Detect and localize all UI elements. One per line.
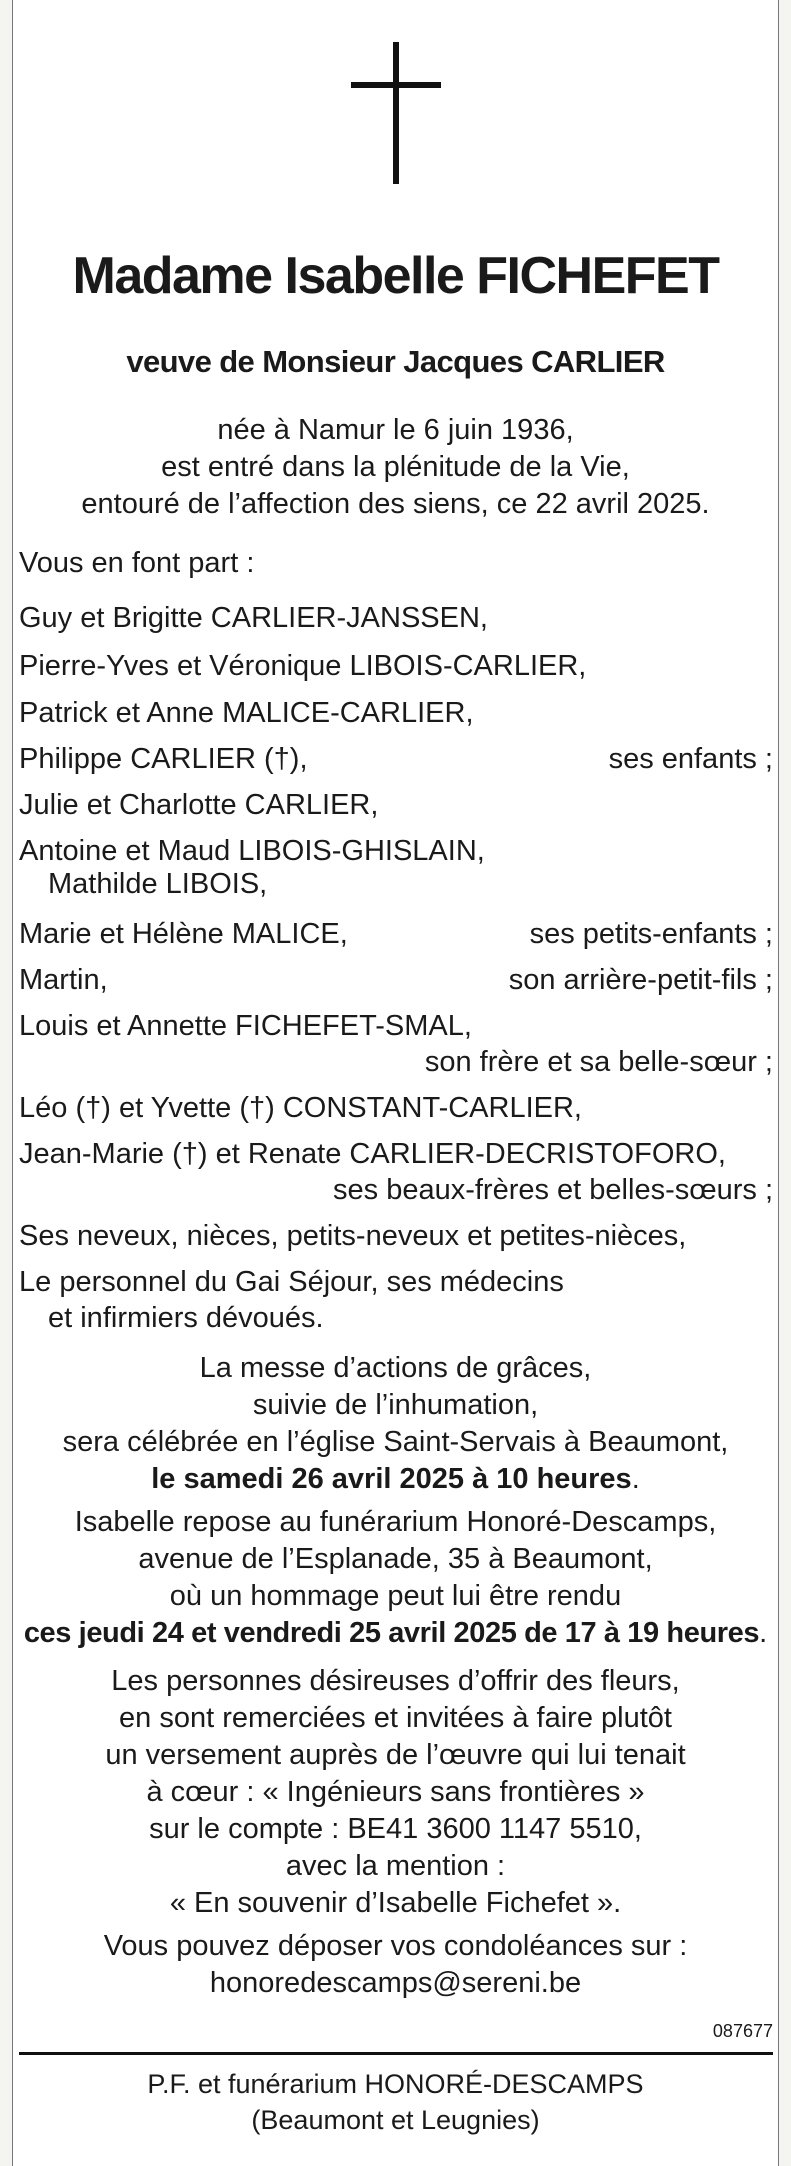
deceased-name: Madame Isabelle FICHEFET xyxy=(72,247,719,305)
relation-label: son frère et sa belle-sœur ; xyxy=(424,1046,773,1078)
divider xyxy=(19,2052,773,2055)
reference-number: 087677 xyxy=(712,2021,773,2041)
family-line: Patrick et Anne MALICE-CARLIER, xyxy=(19,697,474,729)
spouse-line: veuve de Monsieur Jacques CARLIER xyxy=(126,344,665,379)
family-line: Ses neveux, nièces, petits-neveux et petites-nièces, xyxy=(19,1220,687,1252)
birth-death-text: née à Namur le 6 juin 1936, est entré dans la plénitude de la Vie, entouré de l’affection des siens, ce 22 avril 2025. xyxy=(81,414,710,520)
family-line: Louis et Annette FICHEFET-SMAL, xyxy=(19,1010,472,1042)
condolences-info: Vous pouvez déposer vos condoléances sur : honoredescamps@sereni.be xyxy=(0,1928,791,2002)
relation-label: ses enfants ; xyxy=(608,743,773,775)
family-line: Julie et Charlotte CARLIER, xyxy=(19,789,379,821)
family-line: Jean-Marie (†) et Renate CARLIER-DECRISTOFORO, xyxy=(19,1138,726,1170)
family-line: Philippe CARLIER (†), xyxy=(19,743,308,775)
family-line: Marie et Hélène MALICE, xyxy=(19,918,348,950)
family-line: Antoine et Maud LIBOIS-GHISLAIN, xyxy=(19,835,485,867)
condolences-email: honoredescamps@sereni.be xyxy=(209,1967,582,1999)
donation-info: Les personnes désireuses d’offrir des fleurs, en sont remerciées et invitées à faire plutôt un versement auprès de l’œuvre qui lui tenait à cœur : « Ingénieurs sans frontières » sur le compte : BE41 3600 1147 5510, avec la mention : « En souvenir d’Isabelle Fichefet ». xyxy=(105,1665,686,1919)
family-line: Léo (†) et Yvette (†) CONSTANT-CARLIER, xyxy=(19,1092,582,1124)
relation-label: ses beaux-frères et belles-sœurs ; xyxy=(333,1174,773,1206)
family-line: Pierre-Yves et Véronique LIBOIS-CARLIER, xyxy=(19,650,587,682)
family-line: Martin, xyxy=(19,964,108,996)
family-line: Guy et Brigitte CARLIER-JANSSEN, xyxy=(19,602,488,634)
viewing-info: Isabelle repose au funérarium Honoré-Descamps, avenue de l’Esplanade, 35 à Beaumont, où un hommage peut lui être rendu ces jeudi 24 et vendredi 25 avril 2025 de 17 à 19 heures. xyxy=(23,1506,768,1649)
family-line: Le personnel du Gai Séjour, ses médecins xyxy=(19,1266,564,1298)
mass-info: La messe d’actions de grâces, suivie de l’inhumation, sera célébrée en l’église Saint-Servais à Beaumont, le samedi 26 avril 2025 à 10 heures. xyxy=(62,1352,729,1495)
family-line: et infirmiers dévoués. xyxy=(48,1302,324,1334)
announcement-label: Vous en font part : xyxy=(19,547,255,579)
funeral-home: P.F. et funérarium HONORÉ-DESCAMPS (Beaumont et Leugnies) xyxy=(147,2069,644,2135)
mass-date: le samedi 26 avril 2025 à 10 heures xyxy=(151,1463,632,1495)
viewing-dates: ces jeudi 24 et vendredi 25 avril 2025 de 17 à 19 heures xyxy=(23,1617,760,1649)
relation-label: ses petits-enfants ; xyxy=(529,918,773,950)
family-line: Mathilde LIBOIS, xyxy=(48,868,268,900)
relation-label: son arrière-petit-fils ; xyxy=(508,964,773,996)
